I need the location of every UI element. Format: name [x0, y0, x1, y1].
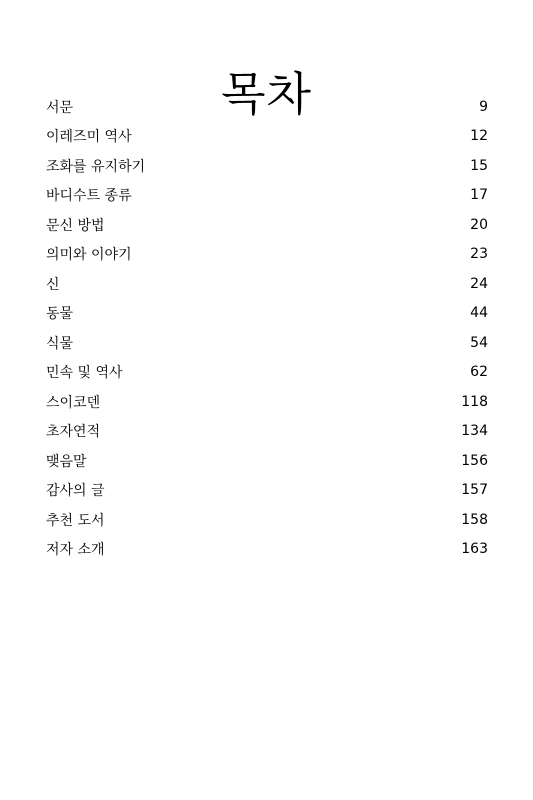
toc-entry-title: 스이코덴: [46, 394, 101, 411]
toc-entry-title: 의미와 이야기: [46, 247, 132, 264]
toc-entry-page-number: 158: [461, 511, 488, 528]
toc-entry: [46, 358, 488, 388]
toc-entry-title: 민속 및 역사: [46, 365, 123, 382]
toc-entry-title: 이레즈미 역사: [46, 129, 132, 146]
toc-entry-title: 신: [46, 276, 60, 293]
toc-entry-title: 문신 방법: [46, 217, 105, 234]
toc-entry-page-number: 44: [470, 305, 488, 322]
toc-entry: [46, 299, 488, 329]
toc-entry-title: 초자연적: [46, 424, 101, 441]
toc-entry-page-number: 157: [461, 482, 488, 499]
toc-entry: [46, 328, 488, 358]
toc-entry-title: 조화를 유지하기: [46, 158, 146, 175]
toc-entry-page-number: 23: [470, 246, 488, 263]
toc-entry: [46, 446, 488, 476]
toc-entry: [46, 92, 488, 122]
toc-entry: [46, 122, 488, 152]
toc-entry-page-number: 156: [461, 452, 488, 469]
toc-entry-title: 추천 도서: [46, 512, 105, 529]
page-title: 목차: [221, 66, 312, 121]
toc-entry-page-number: 62: [470, 364, 488, 381]
toc-entry-title: 맺음말: [46, 453, 87, 470]
toc-entry-page-number: 54: [470, 334, 488, 351]
toc-entry-page-number: 9: [479, 98, 488, 115]
toc-entry-title: 저자 소개: [46, 542, 105, 559]
toc-entry-title: 식물: [46, 335, 74, 352]
toc-entry-page-number: 134: [461, 423, 488, 440]
toc-entry-page-number: 20: [470, 216, 488, 233]
toc-entry-title: 감사의 글: [46, 483, 105, 500]
toc-entry-title: 서문: [46, 99, 74, 116]
toc-entry: [46, 240, 488, 270]
toc-entry-page-number: 12: [470, 128, 488, 145]
toc-entry: [46, 181, 488, 211]
toc-entry: [46, 417, 488, 447]
toc-entry-page-number: 118: [461, 393, 488, 410]
toc-entry-page-number: 24: [470, 275, 488, 292]
toc-entry: [46, 387, 488, 417]
toc-entry-page-number: 163: [461, 541, 488, 558]
toc-entry: [46, 476, 488, 506]
toc-entry: [46, 535, 488, 565]
toc-entry: [46, 269, 488, 299]
toc-entry-title: 동물: [46, 306, 74, 323]
toc-entry: [46, 210, 488, 240]
toc-entry-page-number: 15: [470, 157, 488, 174]
toc-entry-page-number: 17: [470, 187, 488, 204]
toc-entry: [46, 151, 488, 181]
toc-entry: [46, 505, 488, 535]
table-of-contents: [46, 92, 488, 564]
toc-entry-title: 바디수트 종류: [46, 188, 132, 205]
